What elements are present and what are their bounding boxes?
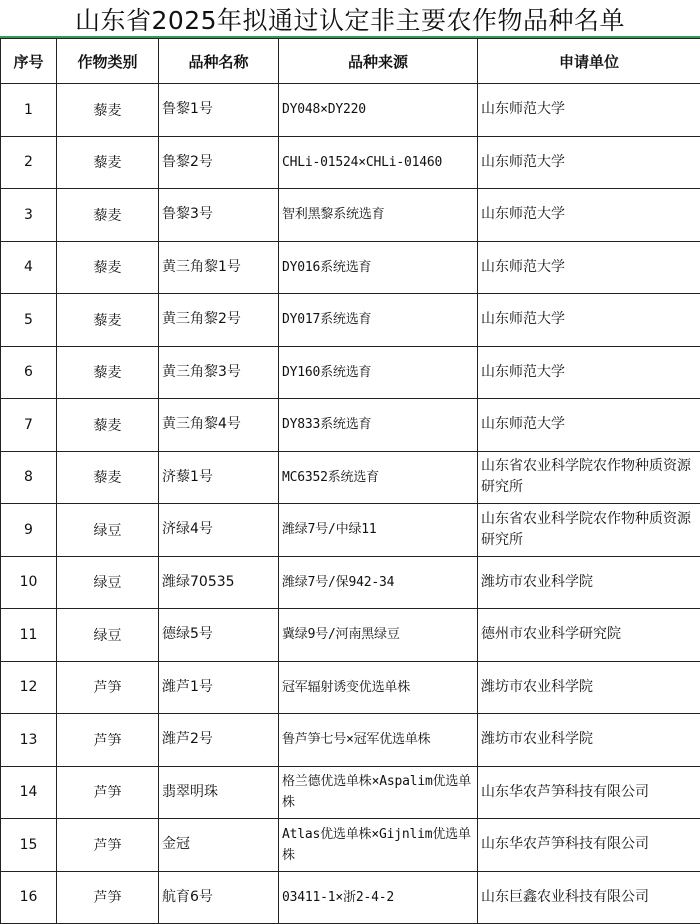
cell-no: 12 [1,661,57,714]
cell-source: DY017系统选育 [279,294,478,347]
cell-crop: 藜麦 [57,399,159,452]
cell-applicant: 潍坊市农业科学院 [478,714,700,767]
header-no: 序号 [1,39,57,84]
cell-crop: 绿豆 [57,556,159,609]
table-row [1,189,700,242]
cell-applicant: 潍坊市农业科学院 [478,556,700,609]
cell-source: DY048×DY220 [279,84,478,137]
table-body [1,84,700,924]
table-row [1,609,700,662]
cell-applicant: 山东师范大学 [478,136,700,189]
table-row [1,714,700,767]
cell-no: 8 [1,451,57,504]
cell-no: 1 [1,84,57,137]
cell-crop: 芦笋 [57,766,159,819]
cell-source: 格兰德优选单株×Aspalim优选单株 [279,766,478,819]
cell-name: 金冠 [159,819,279,872]
cell-source: DY016系统选育 [279,241,478,294]
table-row [1,241,700,294]
header-name: 品种名称 [159,39,279,84]
table-row [1,819,700,872]
cell-no: 16 [1,871,57,924]
cell-source: 潍绿7号/中绿11 [279,504,478,557]
cell-source: 鲁芦笋七号×冠军优选单株 [279,714,478,767]
cell-crop: 芦笋 [57,714,159,767]
cell-name: 德绿5号 [159,609,279,662]
cell-crop: 藜麦 [57,136,159,189]
cell-applicant: 山东师范大学 [478,294,700,347]
cell-name: 潍芦1号 [159,661,279,714]
cell-name: 鲁黎3号 [159,189,279,242]
table-row [1,871,700,924]
cell-name: 鲁黎2号 [159,136,279,189]
cell-crop: 藜麦 [57,346,159,399]
cell-applicant: 山东华农芦笋科技有限公司 [478,766,700,819]
cell-applicant: 山东师范大学 [478,241,700,294]
table-row [1,766,700,819]
cell-source: MC6352系统选育 [279,451,478,504]
cell-crop: 芦笋 [57,819,159,872]
cell-applicant: 山东师范大学 [478,84,700,137]
cell-applicant: 山东省农业科学院农作物种质资源研究所 [478,504,700,557]
cell-no: 9 [1,504,57,557]
cell-name: 航育6号 [159,871,279,924]
table-row [1,294,700,347]
cell-name: 济绿4号 [159,504,279,557]
table-row [1,399,700,452]
cell-no: 6 [1,346,57,399]
table-header-row [1,39,700,84]
cell-source: 冀绿9号/河南黑绿豆 [279,609,478,662]
cell-applicant: 山东师范大学 [478,399,700,452]
table-row [1,346,700,399]
table-row [1,451,700,504]
cell-source: Atlas优选单株×Gijnlim优选单株 [279,819,478,872]
cell-source: 03411-1×浙2-4-2 [279,871,478,924]
cell-name: 黄三角黎1号 [159,241,279,294]
cell-no: 14 [1,766,57,819]
cell-applicant: 山东师范大学 [478,346,700,399]
cell-applicant: 德州市农业科学研究院 [478,609,700,662]
header-source: 品种来源 [279,39,478,84]
cell-source: 潍绿7号/保942-34 [279,556,478,609]
cell-applicant: 山东华农芦笋科技有限公司 [478,819,700,872]
cell-no: 3 [1,189,57,242]
cell-crop: 藜麦 [57,451,159,504]
header-applicant: 申请单位 [478,39,700,84]
cell-no: 11 [1,609,57,662]
cell-source: CHLi-01524×CHLi-01460 [279,136,478,189]
cell-no: 2 [1,136,57,189]
cell-name: 潍芦2号 [159,714,279,767]
cell-crop: 芦笋 [57,661,159,714]
table-row [1,556,700,609]
table-row [1,136,700,189]
cell-applicant: 山东省农业科学院农作物种质资源研究所 [478,451,700,504]
cell-name: 黄三角黎3号 [159,346,279,399]
cell-no: 15 [1,819,57,872]
cell-name: 翡翠明珠 [159,766,279,819]
table-row [1,84,700,137]
cell-applicant: 潍坊市农业科学院 [478,661,700,714]
table-row [1,661,700,714]
cell-crop: 绿豆 [57,504,159,557]
cell-crop: 藜麦 [57,84,159,137]
cell-source: DY833系统选育 [279,399,478,452]
table-row [1,504,700,557]
cell-name: 鲁黎1号 [159,84,279,137]
cell-no: 10 [1,556,57,609]
cell-crop: 藜麦 [57,294,159,347]
cell-source: 冠军辐射诱变优选单株 [279,661,478,714]
cell-crop: 绿豆 [57,609,159,662]
cell-no: 7 [1,399,57,452]
cell-name: 黄三角黎2号 [159,294,279,347]
variety-table [0,38,700,924]
header-crop: 作物类别 [57,39,159,84]
document-title: 山东省2025年拟通过认定非主要农作物品种名单 [74,6,626,35]
cell-name: 黄三角黎4号 [159,399,279,452]
cell-no: 13 [1,714,57,767]
cell-applicant: 山东巨鑫农业科技有限公司 [478,871,700,924]
cell-name: 济藜1号 [159,451,279,504]
cell-source: DY160系统选育 [279,346,478,399]
cell-crop: 芦笋 [57,871,159,924]
cell-name: 潍绿70535 [159,556,279,609]
cell-applicant: 山东师范大学 [478,189,700,242]
cell-no: 4 [1,241,57,294]
cell-source: 智利黑黎系统选育 [279,189,478,242]
cell-crop: 藜麦 [57,241,159,294]
cell-crop: 藜麦 [57,189,159,242]
cell-no: 5 [1,294,57,347]
